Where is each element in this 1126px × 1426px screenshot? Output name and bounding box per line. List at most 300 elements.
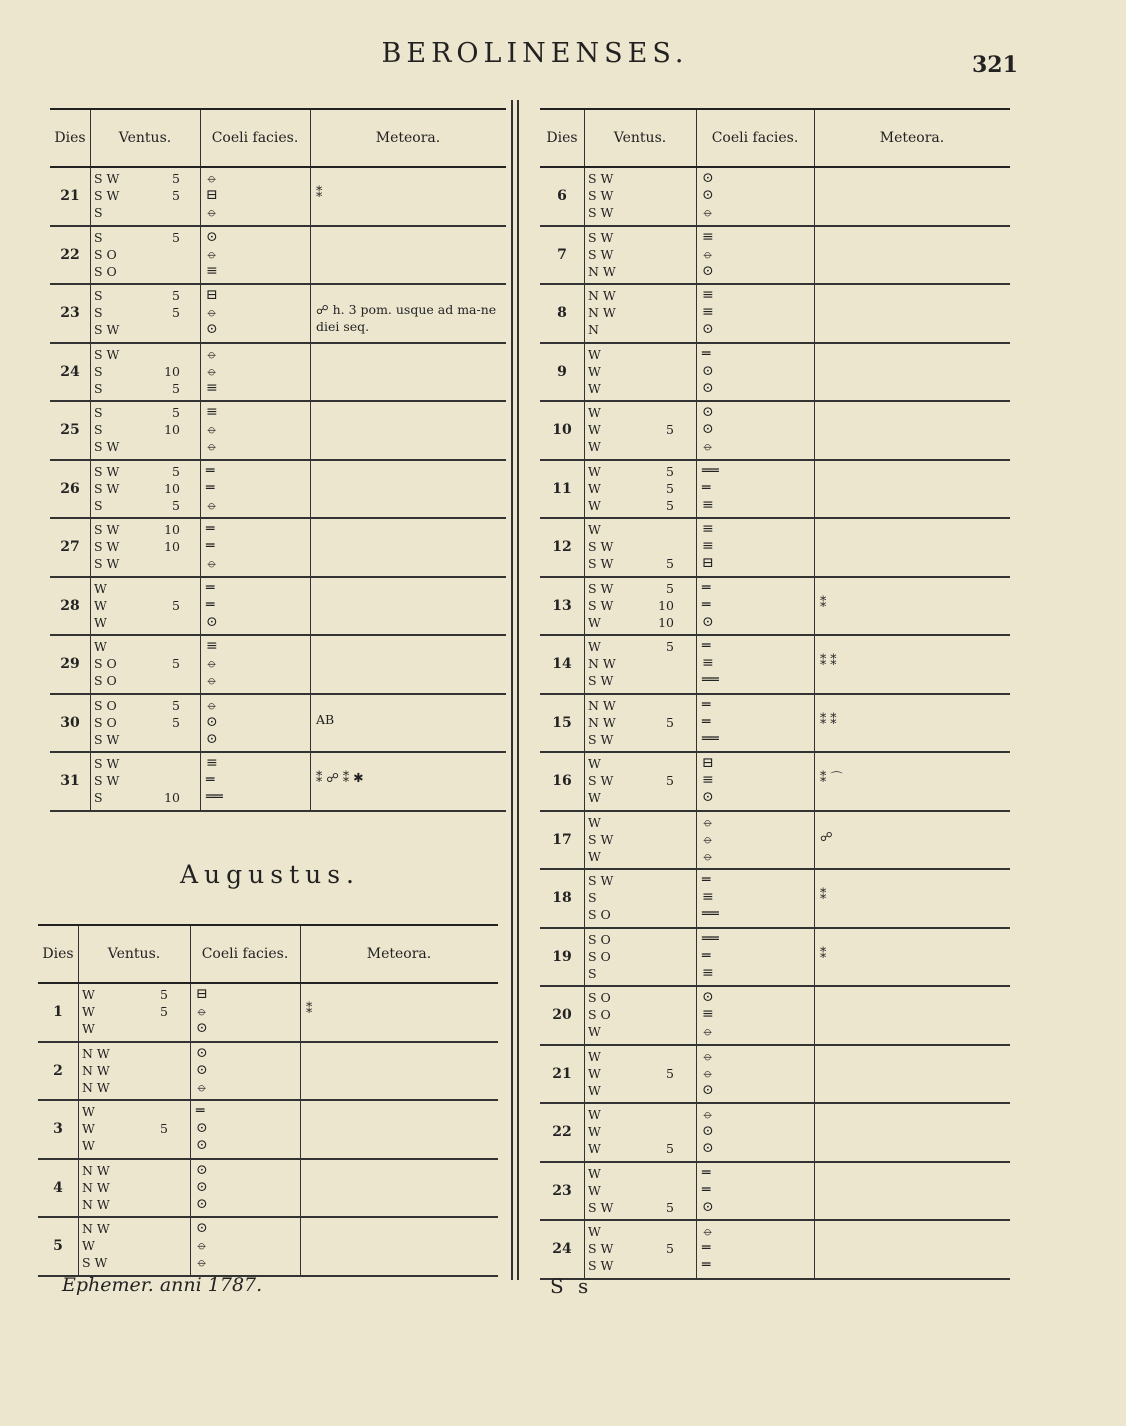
- wind-direction: W: [588, 1048, 601, 1064]
- wind-direction: W: [588, 639, 601, 654]
- sky-symbol: ⊙: [196, 1020, 208, 1036]
- wind-directions: [588, 989, 638, 1040]
- column-rule: [584, 1046, 585, 1103]
- column-rule: [814, 1046, 815, 1103]
- column-rule: [814, 168, 815, 225]
- column-rule: [200, 110, 201, 166]
- column-rule: [300, 926, 301, 982]
- wind-force-value: [634, 538, 674, 555]
- wind-force-value: 5: [666, 714, 674, 730]
- header-ventus: Ventus.: [118, 130, 172, 146]
- wind-direction: S O: [94, 673, 117, 688]
- sky-symbols: [702, 931, 810, 982]
- day-number: 8: [557, 305, 567, 321]
- wind-direction: S: [94, 205, 103, 220]
- column-rule: [310, 402, 311, 459]
- sky-symbol: ≡: [702, 304, 714, 320]
- wind-force-value: [140, 321, 180, 338]
- table-row: [38, 1101, 498, 1160]
- wind-force: [128, 1103, 168, 1154]
- wind-direction: N W: [82, 1045, 110, 1061]
- table-row: [540, 402, 1010, 461]
- sky-symbol: ⊟: [206, 287, 218, 303]
- wind-direction: S W: [94, 556, 120, 571]
- sky-symbol: ⦵: [702, 1047, 714, 1064]
- wind-force: [140, 755, 180, 806]
- column-rule: [696, 1163, 697, 1220]
- wind-direction: W: [82, 1121, 95, 1136]
- wind-direction: S W: [94, 731, 120, 747]
- column-rule: [696, 578, 697, 635]
- wind-force-value: [634, 1182, 674, 1199]
- wind-direction: N W: [588, 288, 616, 303]
- footer-ephemeris: Ephemer. anni 1787.: [62, 1274, 263, 1296]
- wind-force-value: 5: [666, 556, 674, 571]
- wind-direction: S W: [94, 522, 120, 537]
- wind-directions: [588, 814, 638, 865]
- wind-force-value: [634, 404, 674, 421]
- column-rule: [310, 461, 311, 518]
- table-row: [540, 636, 1010, 695]
- sky-symbol: ⊙: [702, 321, 714, 337]
- wind-force-value: [634, 814, 674, 831]
- sky-symbol: ═: [206, 462, 215, 479]
- wind-direction: S O: [94, 246, 117, 262]
- day-number: 17: [552, 831, 572, 848]
- column-rule: [200, 344, 201, 401]
- sky-symbol: ══: [702, 930, 719, 947]
- day-number: 4: [53, 1179, 63, 1196]
- day-number: 3: [53, 1121, 63, 1137]
- sky-symbol: ⊟: [702, 755, 714, 771]
- sky-symbol: ≡: [206, 262, 218, 279]
- wind-force-value: 10: [164, 790, 180, 805]
- wind-directions: [588, 463, 638, 514]
- wind-force-value: [128, 1162, 168, 1179]
- table-row: [50, 695, 506, 754]
- day-number: 20: [552, 1007, 572, 1023]
- wind-force-value: 5: [172, 188, 180, 203]
- sky-symbol: ≡: [702, 964, 714, 981]
- column-rule: [90, 110, 91, 166]
- day-number: 29: [60, 656, 80, 672]
- day-number: 22: [60, 246, 80, 263]
- column-rule: [310, 168, 311, 225]
- wind-directions: [588, 287, 638, 338]
- sky-symbol: ≡: [206, 755, 218, 771]
- column-rule: [584, 929, 585, 986]
- day-number: 27: [60, 539, 80, 555]
- wind-force: [634, 1223, 674, 1274]
- wind-force: [634, 814, 674, 865]
- column-rule: [90, 753, 91, 810]
- wind-force-value: 5: [172, 656, 180, 671]
- wind-direction: S: [588, 890, 597, 905]
- wind-directions: [82, 1220, 132, 1271]
- wind-force-value: [634, 965, 674, 982]
- sky-symbol: ⊙: [196, 1120, 208, 1136]
- column-rule: [190, 1218, 191, 1275]
- sky-symbol: ══: [702, 672, 719, 688]
- column-rule: [696, 227, 697, 284]
- sky-symbol: ⊙: [206, 730, 218, 747]
- wind-force-value: 10: [164, 480, 180, 496]
- table-row: [540, 695, 1010, 754]
- sky-symbols: [206, 229, 306, 280]
- column-rule: [90, 285, 91, 342]
- wind-force-value: [634, 1048, 674, 1065]
- day-number: 11: [552, 480, 572, 497]
- column-rule: [78, 1101, 79, 1158]
- column-rule: [584, 1221, 585, 1278]
- column-rule: [300, 1160, 301, 1217]
- wind-direction: W: [588, 522, 601, 537]
- sky-symbol: ⊙: [702, 989, 714, 1005]
- column-rule: [696, 168, 697, 225]
- day-number: 9: [557, 363, 567, 380]
- day-number: 28: [60, 597, 80, 614]
- header-ventus: Ventus.: [107, 946, 161, 962]
- sky-symbols: [702, 521, 810, 572]
- header-meteora: Meteora.: [366, 946, 432, 962]
- sky-symbol: ⦵: [206, 362, 218, 379]
- sky-symbol: ≡: [702, 521, 714, 537]
- wind-directions: [588, 1048, 638, 1099]
- sky-symbol: ═: [206, 596, 215, 613]
- sky-symbol: ≡: [702, 538, 714, 554]
- wind-direction: N W: [588, 263, 616, 279]
- column-rule: [310, 344, 311, 401]
- wind-force-value: [634, 204, 674, 221]
- column-rule: [78, 926, 79, 982]
- wind-force-value: [128, 1179, 168, 1196]
- table-row: [50, 578, 506, 637]
- wind-directions: [94, 404, 144, 455]
- wind-force-value: [634, 831, 674, 848]
- meteor-note: AB: [316, 711, 335, 727]
- wind-directions: [94, 346, 144, 397]
- column-rule: [696, 987, 697, 1044]
- wind-directions: [588, 872, 638, 923]
- day-number: 5: [53, 1238, 63, 1254]
- column-rule: [584, 1163, 585, 1220]
- wind-direction: S W: [94, 322, 120, 337]
- wind-direction: S W: [588, 597, 614, 613]
- day-number: 30: [60, 714, 80, 731]
- wind-direction: S W: [588, 171, 614, 186]
- sky-symbol: ⦵: [206, 438, 218, 454]
- wind-force: [128, 1045, 168, 1096]
- wind-force: [634, 346, 674, 397]
- wind-force-value: [634, 521, 674, 538]
- day-number: 21: [60, 188, 80, 204]
- wind-force: [140, 346, 180, 397]
- column-rule: [310, 695, 311, 752]
- wind-directions: [94, 521, 144, 572]
- column-rule: [90, 344, 91, 401]
- wind-directions: [82, 1045, 132, 1096]
- table-row: [50, 461, 506, 520]
- column-rule: [190, 1160, 191, 1217]
- wind-direction: W: [588, 346, 601, 362]
- wind-force-value: [634, 229, 674, 246]
- wind-direction: S W: [94, 346, 120, 362]
- day-number: 12: [552, 539, 572, 555]
- wind-direction: S W: [94, 773, 120, 788]
- column-rule: [90, 227, 91, 284]
- wind-direction: W: [588, 380, 601, 396]
- wind-direction: W: [588, 1224, 601, 1239]
- column-rule: [584, 344, 585, 401]
- sky-symbol: ═: [702, 872, 711, 888]
- sky-symbol: ⦵: [206, 204, 218, 220]
- sky-symbol: ⦵: [206, 555, 218, 571]
- wind-direction: S W: [94, 439, 120, 454]
- meteor-note: ☍ h. 3 pom. usque ad ma-ne diei seq.: [316, 302, 497, 334]
- sky-symbols: [702, 638, 810, 689]
- wind-force-value: [140, 438, 180, 455]
- column-rule: [696, 636, 697, 693]
- wind-directions: [588, 346, 638, 397]
- sky-symbol: ⦵: [702, 847, 714, 864]
- column-rule: [696, 812, 697, 869]
- month-heading: Augustus.: [179, 860, 360, 889]
- july-weather-table: [50, 108, 506, 812]
- meteor-note: ⁑ ⁑: [820, 653, 837, 668]
- wind-direction: S W: [94, 756, 120, 771]
- wind-directions: [588, 521, 638, 572]
- column-rule: [200, 227, 201, 284]
- sky-symbol: ≡: [702, 496, 714, 513]
- column-rule: [584, 753, 585, 810]
- wind-direction: N W: [588, 305, 616, 320]
- wind-direction: W: [94, 614, 107, 630]
- wind-force-value: [634, 989, 674, 1006]
- wind-force-value: [128, 1062, 168, 1079]
- column-rule: [814, 461, 815, 518]
- table-row: [540, 227, 1010, 286]
- wind-force-value: 5: [172, 714, 180, 730]
- column-rule: [190, 1101, 191, 1158]
- sky-symbol: ═: [702, 1240, 711, 1256]
- sky-symbol: ≡: [702, 287, 714, 303]
- wind-force-value: [128, 1020, 168, 1037]
- column-rule: [814, 1221, 815, 1278]
- wind-force: [140, 287, 180, 338]
- sky-symbol: ⊙: [196, 1161, 208, 1178]
- wind-force-value: 5: [666, 497, 674, 513]
- column-rule: [310, 519, 311, 576]
- column-rule: [78, 1160, 79, 1217]
- wind-force: [634, 638, 674, 689]
- wind-force: [128, 1162, 168, 1213]
- column-rule: [310, 578, 311, 635]
- meteor-note: ⁑: [820, 594, 827, 610]
- sky-symbol: ⦵: [196, 1254, 208, 1270]
- wind-force: [634, 229, 674, 280]
- sky-symbols: [702, 1165, 810, 1216]
- wind-force-value: [634, 1123, 674, 1140]
- table-row: [38, 1160, 498, 1219]
- wind-force-value: [128, 1220, 168, 1237]
- meteor-note: ⁑ ☍ ⁑ ✱: [316, 770, 364, 785]
- sky-symbol: ≡: [702, 1006, 714, 1022]
- sky-symbol: ══: [702, 906, 719, 922]
- sky-symbols: [206, 404, 306, 455]
- day-number: 23: [552, 1182, 572, 1199]
- wind-force-value: 10: [164, 539, 180, 554]
- wind-force-value: [634, 789, 674, 806]
- wind-force-value: 5: [666, 463, 674, 479]
- wind-direction: W: [588, 756, 601, 771]
- wind-force-value: [128, 1196, 168, 1213]
- column-rule: [78, 1043, 79, 1100]
- header-dies: Dies: [42, 946, 74, 962]
- header-meteora: Meteora.: [879, 130, 945, 146]
- sky-symbol: ⊙: [206, 321, 218, 337]
- wind-directions: [94, 580, 144, 631]
- sky-symbol: ═: [702, 479, 711, 496]
- wind-force-value: [634, 170, 674, 187]
- wind-direction: S: [94, 405, 103, 420]
- column-rule: [310, 285, 311, 342]
- wind-force-value: 5: [172, 288, 180, 303]
- wind-direction: S O: [94, 656, 117, 671]
- day-number: 10: [552, 422, 572, 438]
- table-row: [38, 984, 498, 1043]
- column-rule: [584, 461, 585, 518]
- table-row: [540, 344, 1010, 403]
- sky-symbols: [702, 580, 810, 631]
- wind-directions: [94, 229, 144, 280]
- wind-direction: N W: [588, 656, 616, 671]
- column-rule: [200, 285, 201, 342]
- wind-direction: W: [588, 1165, 601, 1181]
- sky-symbol: ⦵: [206, 672, 218, 688]
- sky-symbol: ⊙: [206, 613, 218, 630]
- sky-symbols: [196, 1162, 296, 1213]
- wind-direction: S W: [588, 673, 614, 688]
- wind-force-value: [634, 346, 674, 363]
- wind-direction: S W: [94, 463, 120, 479]
- wind-force-value: [634, 1023, 674, 1040]
- sky-symbols: [702, 1048, 810, 1099]
- wind-force: [140, 404, 180, 455]
- wind-force-value: 5: [666, 480, 674, 496]
- column-rule: [814, 636, 815, 693]
- wind-force-value: [140, 672, 180, 689]
- table-row: [540, 987, 1010, 1046]
- sky-symbol: ⊙: [702, 379, 714, 396]
- column-divider: [517, 100, 519, 1280]
- column-rule: [300, 1101, 301, 1158]
- wind-force-value: [634, 246, 674, 263]
- column-rule: [696, 929, 697, 986]
- sky-symbol: ⦵: [196, 1003, 208, 1019]
- column-rule: [190, 1043, 191, 1100]
- table-row: [50, 227, 506, 286]
- sky-symbol: ≡: [702, 228, 714, 245]
- column-rule: [814, 402, 815, 459]
- wind-directions: [588, 1223, 638, 1274]
- column-rule: [90, 695, 91, 752]
- column-rule: [300, 984, 301, 1041]
- day-number: 6: [557, 188, 567, 204]
- wind-direction: W: [588, 1182, 601, 1198]
- wind-force-value: [634, 755, 674, 772]
- wind-force: [140, 463, 180, 514]
- sky-symbols: [206, 580, 306, 631]
- wind-force-value: [128, 1079, 168, 1096]
- sky-symbol: ═: [702, 345, 711, 362]
- sky-symbols: [702, 287, 810, 338]
- column-rule: [300, 1218, 301, 1275]
- wind-direction: W: [588, 363, 601, 379]
- column-rule: [200, 461, 201, 518]
- column-rule: [696, 870, 697, 927]
- wind-direction: W: [82, 1238, 95, 1253]
- table-row: [540, 1104, 1010, 1163]
- wind-direction: S W: [588, 1241, 614, 1256]
- wind-force: [634, 1106, 674, 1157]
- column-rule: [584, 695, 585, 752]
- column-rule: [814, 227, 815, 284]
- wind-directions: [94, 638, 144, 689]
- wind-force-value: [634, 889, 674, 906]
- column-rule: [814, 929, 815, 986]
- wind-direction: W: [588, 405, 601, 420]
- column-rule: [584, 402, 585, 459]
- wind-direction: S W: [588, 205, 614, 220]
- wind-direction: S O: [588, 948, 611, 964]
- column-rule: [696, 1221, 697, 1278]
- wind-force-value: [128, 1254, 168, 1271]
- wind-force-value: 5: [172, 405, 180, 420]
- wind-direction: N W: [82, 1221, 110, 1236]
- wind-direction: S: [94, 229, 103, 245]
- table-row: [50, 285, 506, 344]
- table-row: [540, 1163, 1010, 1222]
- column-rule: [310, 110, 311, 166]
- sky-symbols: [196, 1103, 296, 1154]
- wind-force-value: [634, 948, 674, 965]
- wind-direction: W: [94, 639, 107, 654]
- wind-force-value: 10: [164, 422, 180, 437]
- wind-force-value: 5: [666, 1065, 674, 1081]
- wind-force-value: [634, 848, 674, 865]
- wind-force-value: [634, 438, 674, 455]
- wind-force-value: [140, 246, 180, 263]
- wind-direction: N W: [588, 714, 616, 730]
- column-rule: [310, 227, 311, 284]
- sky-symbols: [206, 463, 306, 514]
- wind-direction: S: [94, 305, 103, 320]
- wind-direction: S W: [94, 188, 120, 203]
- header-dies: Dies: [546, 130, 578, 146]
- wind-force-value: 10: [658, 597, 674, 613]
- meteor-note: ☍: [820, 828, 833, 844]
- column-rule: [584, 812, 585, 869]
- sky-symbol: ⦵: [206, 421, 218, 437]
- wind-force: [634, 521, 674, 572]
- wind-force-value: 5: [666, 639, 674, 654]
- sky-symbol: ═: [702, 596, 711, 613]
- wind-force-value: 5: [666, 1241, 674, 1256]
- column-divider: [511, 100, 513, 1280]
- day-number: 19: [552, 948, 572, 965]
- column-rule: [90, 402, 91, 459]
- wind-direction: S W: [588, 556, 614, 571]
